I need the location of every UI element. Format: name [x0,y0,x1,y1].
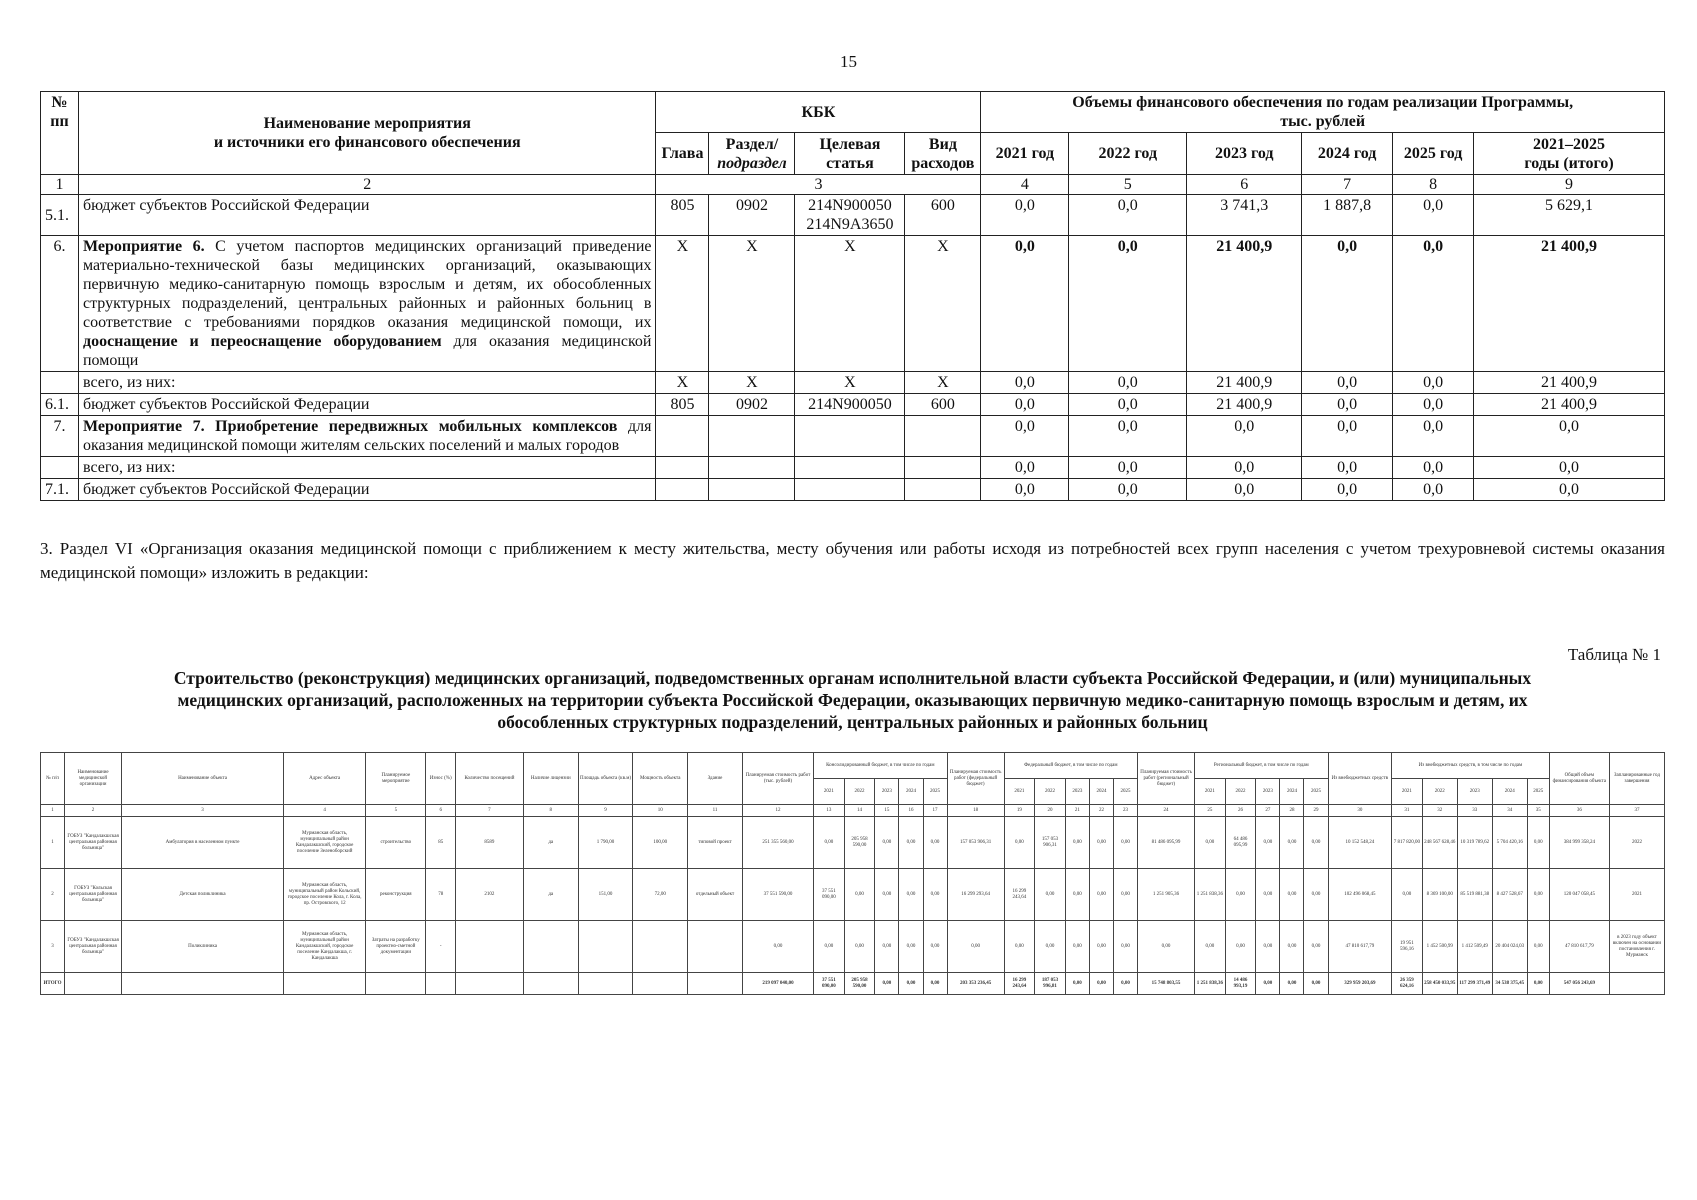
cons-index-cell: 26 [1225,805,1256,817]
cons-cell: Детская поликлиника [122,869,284,921]
cons-year-cell: 2022 [1225,779,1256,805]
cons-cell: 37 551 090,00 [814,973,845,995]
cons-cell [688,921,743,973]
cons-index-cell: 27 [1256,805,1280,817]
cons-index-cell: 8 [523,805,578,817]
col-num-header: № пп [41,92,79,175]
cons-cell: 0,00 [1304,869,1328,921]
cons-cell: 0,00 [1089,921,1113,973]
cons-cell: 16 299 293,64 [947,869,1004,921]
financing-table [40,91,1665,501]
cons-cell: 0,00 [923,973,947,995]
cons-cell: 0,00 [1114,973,1138,995]
cons-cell: 0,00 [1035,869,1066,921]
cons-cell: 0,00 [1256,869,1280,921]
cons-index-cell: 5 [366,805,426,817]
cons-cell: 85 [426,817,456,869]
table-row [41,817,1665,869]
cons-header-row [41,753,1665,779]
cons-cell: 248 567 628,46 [1422,817,1457,869]
cons-index-row [41,805,1665,817]
cons-cell: 26 359 624,16 [1392,973,1423,995]
amendment-paragraph: 3. Раздел VI «Организация оказания медицинской помощи с приближением к месту жительства, месту обучения или работы исходя из потребностей всех групп населения с учетом трехуровневой системы оказания медицинской помощи» изложить в редакции: [40,539,1665,582]
cons-cell: 120 047 058,45 [1549,869,1609,921]
table-row [41,869,1665,921]
cons-index-cell: 32 [1422,805,1457,817]
cons-cell: 0,00 [1280,921,1304,973]
year-2024-header: 2024 год [1302,133,1393,175]
kbk-header: КБК [656,92,981,133]
cons-cell: 329 959 203,69 [1328,973,1392,995]
cons-cell: 1 790,00 [578,817,633,869]
cons-year-cell: 2023 [875,779,899,805]
section-heading: Строительство (реконструкция) медицинских организаций, подведомственных органам исполнительной власти субъекта Российской Федерации, и (или) муниципальных медицинских организаций, расположенных на территории субъекта Российской Федерации, оказывающих первичную медико-санитарную помощь взрослым и детям, их обособленных структурных подразделений, центральных районных и районных больниц [173,668,1532,732]
cons-cell: 1 251 838,36 [1195,869,1226,921]
cons-index-cell: 18 [947,805,1004,817]
cons-cell: 0,00 [947,921,1004,973]
cons-cell [1609,973,1664,995]
cons-cell: 1 412 509,49 [1457,921,1492,973]
cons-index-cell: 13 [814,805,845,817]
cons-cell: 0,00 [1225,921,1256,973]
cons-cell [578,973,633,995]
cons-index-cell: 12 [742,805,813,817]
table-row [41,921,1665,973]
cons-year-cell: 2025 [1304,779,1328,805]
cons-cell: Поликлиника [122,921,284,973]
cons-index-cell: 9 [578,805,633,817]
table-row: 6. Мероприятие 6. С учетом паспортов медицинских организаций приведение материально-технической базы медицинских организаций, оказывающих первичную медико-санитарную помощь взрослым и детям, их обособленных структурных подразделений, центральных районных и районных больниц в соответствие с требованиями порядков оказания медицинской помощи, их дооснащение и переоснащение оборудованием для оказания медицинской помощи Х Х Х Х 0,0 0,0 21 400,9 0,0 0,0 21 400,9 [41,236,1665,372]
cons-cell: 20 404 024,03 [1492,921,1527,973]
year-2021-header: 2021 год [981,133,1069,175]
cons-header-cell: Общий объем финансирования объекта [1549,753,1609,805]
cons-cell: 0,00 [1004,817,1035,869]
cons-cell: 2102 [455,869,523,921]
cons-year-cell: 2025 [1114,779,1138,805]
cons-year-cell: 2024 [1280,779,1304,805]
cons-cell: Амбулатория в населенном пункте [122,817,284,869]
cons-cell: 2022 [1609,817,1664,869]
cons-cell: 2 [41,869,65,921]
cons-cell: 47 810 617,79 [1549,921,1609,973]
cons-cell: 0,00 [1304,921,1328,973]
cons-cell: 0,00 [814,817,845,869]
cons-cell: 0,00 [1280,817,1304,869]
year-2023-header: 2023 год [1187,133,1302,175]
cons-cell: 37 551 590,00 [742,869,813,921]
cons-cell: Затраты на разработку проектно-сметной документации [366,921,426,973]
table-row: 6.1. бюджет субъектов Российской Федерации 805 0902 214N900050 600 0,0 0,0 21 400,9 0,0 0,0 21 400,9 [41,394,1665,416]
cons-cell [578,921,633,973]
cons-year-cell: 2024 [1492,779,1527,805]
cons-index-cell: 20 [1035,805,1066,817]
cons-index-cell: 37 [1609,805,1664,817]
cons-year-cell: 2023 [1256,779,1280,805]
cons-cell: 0,00 [899,817,923,869]
cons-cell: 151,00 [578,869,633,921]
cons-cell: 8 369 100,00 [1422,869,1457,921]
cons-cell: 10 319 789,62 [1457,817,1492,869]
cons-cell: 0,00 [923,921,947,973]
cons-cell: 14 486 993,19 [1225,973,1256,995]
cons-index-cell: 23 [1114,805,1138,817]
cons-cell: 205 958 590,00 [844,973,875,995]
cons-header-cell: Наличие лицензии [523,753,578,805]
cons-header-cell: Запланированные год завершения [1609,753,1664,805]
cons-index-cell: 11 [688,805,743,817]
cons-cell: 547 056 243,69 [1549,973,1609,995]
cons-cell: 0,00 [1392,869,1423,921]
cons-cell: 37 551 090,00 [814,869,845,921]
cons-cell: 0,00 [899,869,923,921]
cons-header-cell: Планируемое мероприятие [366,753,426,805]
cons-cell [122,973,284,995]
cons-index-cell: 28 [1280,805,1304,817]
cons-index-cell: 16 [899,805,923,817]
cons-cell: реконструкция [366,869,426,921]
cons-year-cell: 2022 [844,779,875,805]
cons-index-cell: 31 [1392,805,1423,817]
cons-cell: Мурманская область, муниципальный район Кандалакшский, городское поселение Зеленоборский [284,817,366,869]
cons-cell: 10 152 548,24 [1328,817,1392,869]
cons-cell: 81 486 095,99 [1138,817,1195,869]
cons-cell: 8 427 528,67 [1492,869,1527,921]
cons-cell: 16 299 243,64 [1004,869,1035,921]
cons-cell: да [523,817,578,869]
cons-cell: 0,00 [1089,817,1113,869]
cons-cell: 0,00 [875,869,899,921]
cons-index-cell: 33 [1457,805,1492,817]
cons-cell: ИТОГО [41,973,65,995]
cons-index-cell: 25 [1195,805,1226,817]
cons-index-cell: 36 [1549,805,1609,817]
cons-cell: ГОБУЗ "Кольская центральная районная больница" [65,869,122,921]
cons-year-cell: 2024 [1089,779,1113,805]
cons-cell: 0,00 [875,817,899,869]
cons-cell: 1 452 500,99 [1422,921,1457,973]
cons-cell: 0,00 [1065,869,1089,921]
table-caption: Таблица № 1 [1567,645,1661,664]
total-header: 2021–2025 годы (итого) [1474,133,1665,175]
cons-cell: 117 299 371,49 [1457,973,1492,995]
cons-index-cell: 30 [1328,805,1392,817]
cons-cell [455,921,523,973]
cons-index-cell: 3 [122,805,284,817]
cons-cell: 1 251 838,36 [1195,973,1226,995]
cons-cell: 258 450 033,95 [1422,973,1457,995]
cons-cell: 0,00 [1065,921,1089,973]
cons-cell: 0,00 [1195,921,1226,973]
cons-cell: 0,00 [844,921,875,973]
cons-cell: Мурманская область, муниципальный район Кольский, городское поселение Кола, г. Кола, пр. Островского, 12 [284,869,366,921]
year-2025-header: 2025 год [1393,133,1474,175]
cons-index-cell: 35 [1527,805,1549,817]
cons-cell: 0,00 [923,817,947,869]
cons-cell [633,921,688,973]
cons-cell: 2021 [1609,869,1664,921]
cons-cell: 157 053 906,31 [947,817,1004,869]
cons-index-cell: 14 [844,805,875,817]
cons-cell: в 2023 году объект включен на основании постановления г. Мурманск [1609,921,1664,973]
cons-year-cell: 2021 [1004,779,1035,805]
cons-index-cell: 6 [426,805,456,817]
table-row [41,973,1665,995]
cons-cell: да [523,869,578,921]
cons-cell: 0,00 [1527,921,1549,973]
cons-cell: 0,00 [1256,973,1280,995]
cons-cell: 0,00 [1304,973,1328,995]
cons-index-cell: 15 [875,805,899,817]
razdel-header: Раздел/ подраздел [709,133,795,175]
cons-header-cell: Адрес объекта [284,753,366,805]
cons-cell: 0,00 [1304,817,1328,869]
cons-index-cell: 1 [41,805,65,817]
cons-index-cell: 17 [923,805,947,817]
cons-year-cell: 2022 [1035,779,1066,805]
cons-cell: 85 519 881,38 [1457,869,1492,921]
cons-index-cell: 7 [455,805,523,817]
cons-header-cell: Наименование медицинской организации [65,753,122,805]
cons-index-cell: 2 [65,805,122,817]
glava-header: Глава [656,133,709,175]
cons-cell: ГОБУЗ "Кандалакшская центральная районная больница" [65,921,122,973]
cons-cell: 384 999 358,24 [1549,817,1609,869]
cons-cell: 0,00 [1256,817,1280,869]
col-name-header: Наименование мероприятия и источники его финансового обеспечения [78,92,655,175]
cons-cell [633,973,688,995]
cons-header-cell: Площадь объекта (кв.м) [578,753,633,805]
cons-year-cell: 2025 [923,779,947,805]
cons-header-cell: Региональный бюджет, в том числе по годам [1195,753,1329,779]
table-row: всего, из них: Х Х Х Х 0,0 0,0 21 400,9 0,0 0,0 21 400,9 [41,372,1665,394]
construction-table [40,752,1665,995]
cons-cell: 102 496 068,45 [1328,869,1392,921]
cons-cell: 0,00 [1280,973,1304,995]
cons-header-cell: Количество посещений [455,753,523,805]
table-row: 7.1. бюджет субъектов Российской Федерации 0,0 0,0 0,0 0,0 0,0 0,0 [41,479,1665,501]
cons-cell: - [426,921,456,973]
cons-cell: 187 053 996,81 [1035,973,1066,995]
cons-cell [523,973,578,995]
cons-cell: 0,00 [875,921,899,973]
cons-cell: 0,00 [923,869,947,921]
cons-cell: 0,00 [875,973,899,995]
cons-cell: 5 704 420,16 [1492,817,1527,869]
cons-cell: отдельный объект [688,869,743,921]
cons-cell [284,973,366,995]
cons-cell: 0,00 [1065,973,1089,995]
cons-header-cell: Наименование объекта [122,753,284,805]
volumes-header: Объемы финансового обеспечения по годам реализации Программы, тыс. рублей [981,92,1665,133]
cons-cell: 0,00 [1527,869,1549,921]
cons-cell: 0,00 [1004,921,1035,973]
table-row: всего, из них: 0,0 0,0 0,0 0,0 0,0 0,0 [41,457,1665,479]
index-row: 1 2 3 4 5 6 7 8 9 [41,175,1665,195]
cons-year-cell: 2023 [1457,779,1492,805]
cons-header-cell: № п/п [41,753,65,805]
cons-cell: строительство [366,817,426,869]
cons-cell: 16 299 243,64 [1004,973,1035,995]
cons-cell: 0,00 [1527,817,1549,869]
cons-cell: 0,00 [1138,921,1195,973]
cons-year-cell: 2021 [1195,779,1226,805]
cons-cell: типовой проект [688,817,743,869]
cons-index-cell: 24 [1138,805,1195,817]
cons-year-cell: 2025 [1527,779,1549,805]
cons-index-cell: 19 [1004,805,1035,817]
cons-header-cell: Федеральный бюджет, в том числе по годам [1004,753,1138,779]
vid-header: Вид расходов [905,133,981,175]
cons-cell: 0,00 [1280,869,1304,921]
cons-index-cell: 21 [1065,805,1089,817]
table-row: 5.1. бюджет субъектов Российской Федерации 805 0902 214N900050 214N9A3650 600 0,0 0,0 3 741,3 1 887,8 0,0 5 629,1 [41,195,1665,236]
cons-cell: 0,00 [1089,869,1113,921]
cons-index-cell: 4 [284,805,366,817]
cons-index-cell: 10 [633,805,688,817]
cons-index-cell: 29 [1304,805,1328,817]
cons-cell: 0,00 [1527,973,1549,995]
cons-header-cell: Консолидированный бюджет, в том числе по годам [814,753,948,779]
cons-index-cell: 22 [1089,805,1113,817]
cons-cell: 0,00 [844,869,875,921]
cons-cell: 0,00 [1065,817,1089,869]
cons-cell [65,973,122,995]
cons-header-cell: Износ (%) [426,753,456,805]
cons-cell: 47 810 617,79 [1328,921,1392,973]
cons-cell: 0,00 [1089,973,1113,995]
cons-year-cell: 2023 [1065,779,1089,805]
cons-cell: 0,00 [899,973,923,995]
cons-cell: 0,00 [1114,869,1138,921]
cons-header-cell: Из внебюджетных средств [1328,753,1392,805]
cons-cell: 19 951 596,16 [1392,921,1423,973]
cons-header-cell: Планируемая стоимость работ (тыс. рублей) [742,753,813,805]
cons-header-cell: Из внебюджетных средств, в том числе по годам [1392,753,1550,779]
cons-cell: 0,00 [899,921,923,973]
cons-year-cell: 2021 [1392,779,1423,805]
page-number: 15 [840,52,857,71]
celevaya-header: Целевая статья [795,133,905,175]
cons-cell: 0,00 [1256,921,1280,973]
cons-cell: 157 053 906,31 [1035,817,1066,869]
cons-cell [455,973,523,995]
cons-cell: 203 353 236,45 [947,973,1004,995]
cons-header-cell: Планируемая стоимость работ (федеральный бюджет) [947,753,1004,805]
cons-cell: 0,00 [742,921,813,973]
cons-cell: 0,00 [814,921,845,973]
cons-cell: 72,00 [633,869,688,921]
cons-cell: Мурманская область, муниципальный район Кандалакшский, городское поселение Кандалакша, г. Кандалакша [284,921,366,973]
cons-cell [688,973,743,995]
cons-index-cell: 34 [1492,805,1527,817]
cons-cell: ГОБУЗ "Кандалакшская центральная районная больница" [65,817,122,869]
cons-cell [426,973,456,995]
cons-cell: 0,00 [1035,921,1066,973]
cons-cell: 1 251 905,36 [1138,869,1195,921]
cons-cell: 34 538 375,45 [1492,973,1527,995]
cons-cell [366,973,426,995]
cons-cell: 64 486 095,99 [1225,817,1256,869]
cons-cell [523,921,578,973]
cons-cell: 0,00 [1114,817,1138,869]
cons-cell: 15 748 803,55 [1138,973,1195,995]
cons-cell: 251 355 560,00 [742,817,813,869]
cons-cell: 3 [41,921,65,973]
cons-header-cell: Мощность объекта [633,753,688,805]
cons-cell: 0,00 [1195,817,1226,869]
cons-header-cell: Планируемая стоимость работ (региональный бюджет) [1138,753,1195,805]
cons-cell: 78 [426,869,456,921]
cons-header-cell: Здание [688,753,743,805]
cons-cell: 0,00 [1225,869,1256,921]
cons-cell: 205 958 590,00 [844,817,875,869]
cons-cell: 8589 [455,817,523,869]
cons-cell: 219 097 040,00 [742,973,813,995]
table-row: 7. Мероприятие 7. Приобретение передвижных мобильных комплексов для оказания медицинской помощи жителям сельских поселений и малых городов 0,0 0,0 0,0 0,0 0,0 0,0 [41,416,1665,457]
cons-cell: 7 817 820,00 [1392,817,1423,869]
cons-year-cell: 2024 [899,779,923,805]
cons-cell: 1 [41,817,65,869]
year-2022-header: 2022 год [1069,133,1187,175]
cons-year-cell: 2021 [814,779,845,805]
cons-cell: 0,00 [1114,921,1138,973]
cons-cell: 100,00 [633,817,688,869]
cons-year-cell: 2022 [1422,779,1457,805]
